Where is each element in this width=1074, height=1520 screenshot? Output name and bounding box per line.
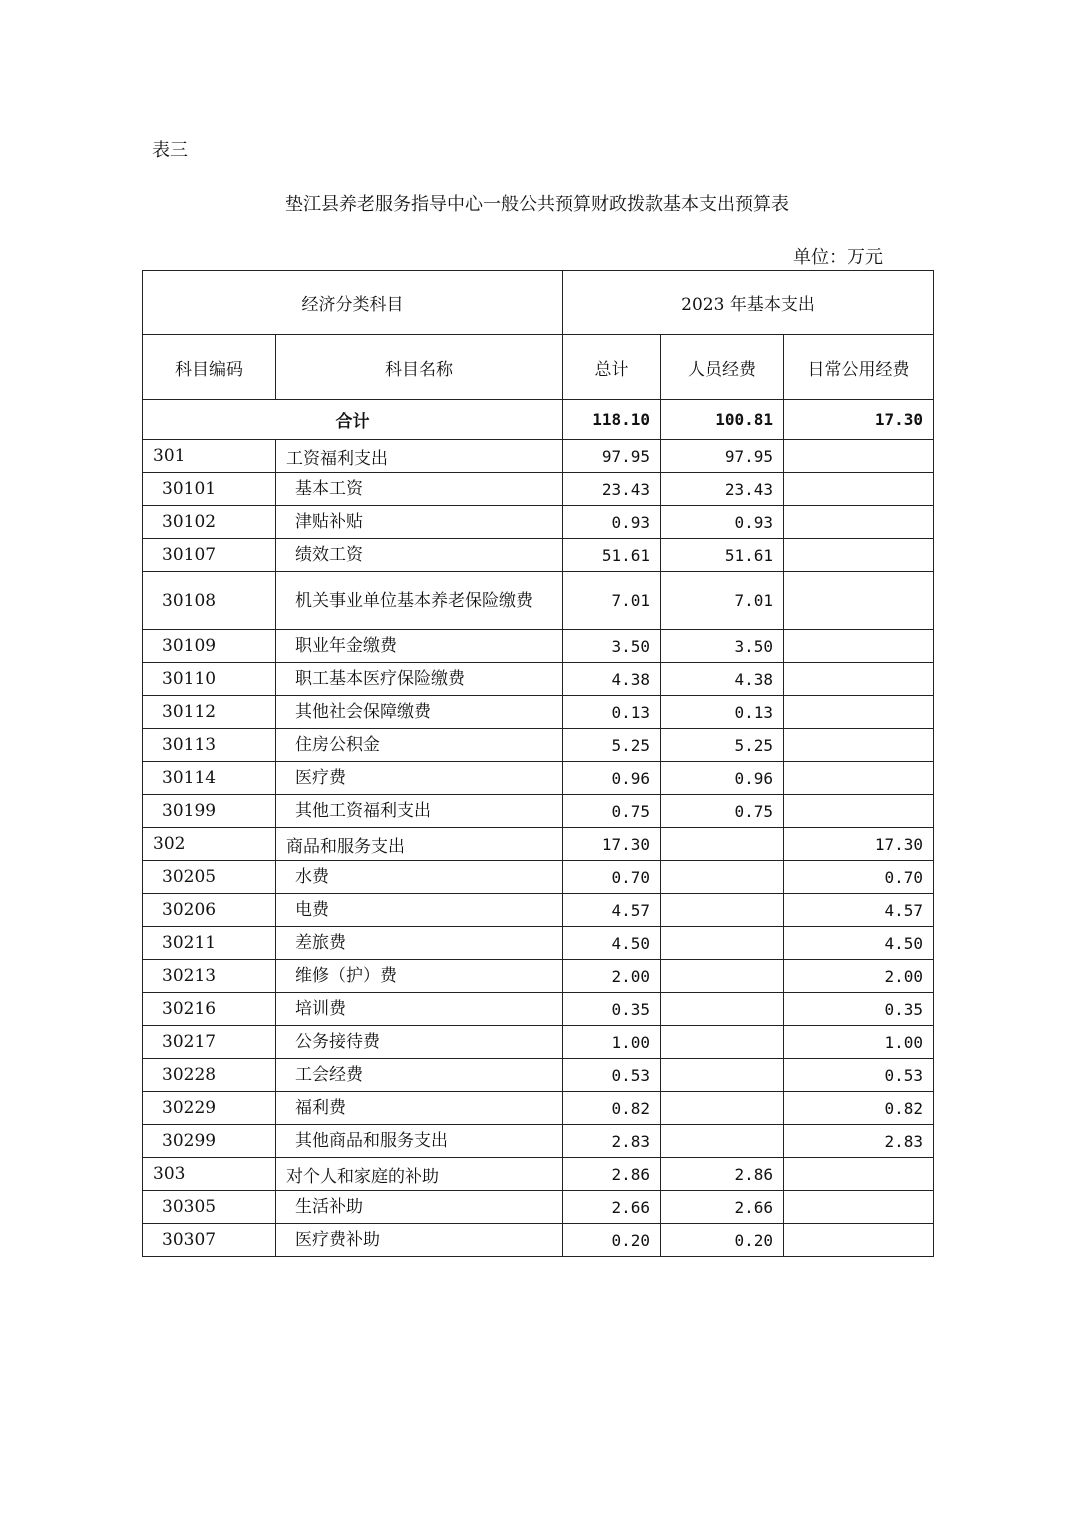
public-value: 0.53: [784, 1059, 934, 1092]
subject-code: 30307: [143, 1224, 276, 1257]
table-row: [143, 993, 934, 1026]
public-value: [784, 572, 934, 630]
public-value: 17.30: [784, 828, 934, 861]
subject-code: 30217: [143, 1026, 276, 1059]
subject-name: 职业年金缴费: [276, 630, 563, 663]
total-value: 2.86: [563, 1158, 661, 1191]
header-public-expense: 日常公用经费: [784, 335, 934, 400]
subject-name: 对个人和家庭的补助: [276, 1158, 563, 1191]
total-public: 17.30: [784, 400, 934, 440]
personnel-value: [661, 960, 784, 993]
subject-code: 301: [143, 440, 276, 473]
personnel-value: 2.86: [661, 1158, 784, 1191]
public-value: 4.50: [784, 927, 934, 960]
total-value: 1.00: [563, 1026, 661, 1059]
table-row: [143, 1158, 934, 1191]
subject-code: 30107: [143, 539, 276, 572]
subject-code: 30228: [143, 1059, 276, 1092]
public-value: [784, 1191, 934, 1224]
subject-code: 30229: [143, 1092, 276, 1125]
subject-code: 30102: [143, 506, 276, 539]
subject-name: 维修（护）费: [276, 960, 563, 993]
personnel-value: 51.61: [661, 539, 784, 572]
total-value: 17.30: [563, 828, 661, 861]
header-basic-expenditure-2023: 2023 年基本支出: [563, 271, 934, 335]
header-subject-name: 科目名称: [276, 335, 563, 400]
subject-name: 津贴补贴: [276, 506, 563, 539]
personnel-value: [661, 828, 784, 861]
total-value: 0.96: [563, 762, 661, 795]
table-row: [143, 473, 934, 506]
public-value: [784, 729, 934, 762]
subject-name: 住房公积金: [276, 729, 563, 762]
personnel-value: [661, 1092, 784, 1125]
table-row: [143, 828, 934, 861]
subject-code: 30305: [143, 1191, 276, 1224]
subject-code: 30211: [143, 927, 276, 960]
personnel-value: [661, 894, 784, 927]
public-value: [784, 630, 934, 663]
public-value: 0.35: [784, 993, 934, 1026]
header-total: 总计: [563, 335, 661, 400]
subject-name: 其他社会保障缴费: [276, 696, 563, 729]
table-row: [143, 729, 934, 762]
subject-code: 30112: [143, 696, 276, 729]
total-value: 0.93: [563, 506, 661, 539]
subject-code: 30216: [143, 993, 276, 1026]
page-title: 垫江县养老服务指导中心一般公共预算财政拨款基本支出预算表: [285, 194, 789, 215]
subject-code: 30205: [143, 861, 276, 894]
total-value: 4.50: [563, 927, 661, 960]
total-value: 0.75: [563, 795, 661, 828]
public-value: [784, 663, 934, 696]
table-row: [143, 663, 934, 696]
personnel-value: 97.95: [661, 440, 784, 473]
total-value: 5.25: [563, 729, 661, 762]
table-row: [143, 861, 934, 894]
table-row: [143, 539, 934, 572]
public-value: [784, 440, 934, 473]
personnel-value: 7.01: [661, 572, 784, 630]
personnel-value: 3.50: [661, 630, 784, 663]
table-row: [143, 960, 934, 993]
total-value: 97.95: [563, 440, 661, 473]
subject-code: 30101: [143, 473, 276, 506]
table-row: [143, 795, 934, 828]
subject-name: 职工基本医疗保险缴费: [276, 663, 563, 696]
subject-code: 30299: [143, 1125, 276, 1158]
table-row: [143, 1125, 934, 1158]
total-row: [143, 400, 934, 440]
subject-name: 工资福利支出: [276, 440, 563, 473]
subject-code: 30108: [143, 572, 276, 630]
personnel-value: [661, 1059, 784, 1092]
subject-name: 基本工资: [276, 473, 563, 506]
subject-code: 30199: [143, 795, 276, 828]
table-row: [143, 1026, 934, 1059]
total-value: 2.66: [563, 1191, 661, 1224]
subject-name: 培训费: [276, 993, 563, 1026]
table-row: [143, 440, 934, 473]
header-row-columns: [143, 335, 934, 400]
subject-name: 绩效工资: [276, 539, 563, 572]
public-value: 2.00: [784, 960, 934, 993]
public-value: 2.83: [784, 1125, 934, 1158]
public-value: [784, 1158, 934, 1191]
subject-code: 30114: [143, 762, 276, 795]
table-row: [143, 630, 934, 663]
total-personnel: 100.81: [661, 400, 784, 440]
total-value: 4.38: [563, 663, 661, 696]
subject-name: 工会经费: [276, 1059, 563, 1092]
public-value: [784, 762, 934, 795]
header-economic-classification: 经济分类科目: [143, 271, 563, 335]
personnel-value: [661, 993, 784, 1026]
public-value: [784, 506, 934, 539]
total-value: 7.01: [563, 572, 661, 630]
total-value: 2.00: [563, 960, 661, 993]
table-row: [143, 1092, 934, 1125]
personnel-value: 0.13: [661, 696, 784, 729]
personnel-value: 0.93: [661, 506, 784, 539]
subject-name: 商品和服务支出: [276, 828, 563, 861]
total-value: 0.20: [563, 1224, 661, 1257]
total-value: 4.57: [563, 894, 661, 927]
public-value: 0.82: [784, 1092, 934, 1125]
subject-name: 水费: [276, 861, 563, 894]
personnel-value: 0.96: [661, 762, 784, 795]
header-subject-code: 科目编码: [143, 335, 276, 400]
subject-name: 机关事业单位基本养老保险缴费: [276, 572, 563, 630]
subject-name: 其他工资福利支出: [276, 795, 563, 828]
subject-code: 30109: [143, 630, 276, 663]
total-value: 0.70: [563, 861, 661, 894]
table-row: [143, 1224, 934, 1257]
budget-table-body: [143, 271, 934, 1257]
subject-name: 电费: [276, 894, 563, 927]
personnel-value: [661, 927, 784, 960]
personnel-value: 4.38: [661, 663, 784, 696]
table-row: [143, 506, 934, 539]
subject-code: 302: [143, 828, 276, 861]
subject-code: 30206: [143, 894, 276, 927]
subject-code: 30110: [143, 663, 276, 696]
personnel-value: 5.25: [661, 729, 784, 762]
public-value: [784, 1224, 934, 1257]
total-value: 2.83: [563, 1125, 661, 1158]
personnel-value: [661, 1026, 784, 1059]
table-row: [143, 1191, 934, 1224]
table-row: [143, 572, 934, 630]
unit-label: 单位：万元: [793, 247, 883, 268]
subject-name: 公务接待费: [276, 1026, 563, 1059]
table-row: [143, 894, 934, 927]
total-sum: 118.10: [563, 400, 661, 440]
personnel-value: 2.66: [661, 1191, 784, 1224]
table-row: [143, 696, 934, 729]
total-label: 合计: [143, 400, 563, 440]
public-value: 0.70: [784, 861, 934, 894]
subject-name: 医疗费: [276, 762, 563, 795]
total-value: 0.53: [563, 1059, 661, 1092]
table-row: [143, 762, 934, 795]
subject-name: 差旅费: [276, 927, 563, 960]
subject-name: 医疗费补助: [276, 1224, 563, 1257]
public-value: [784, 696, 934, 729]
total-value: 51.61: [563, 539, 661, 572]
table-row: [143, 927, 934, 960]
personnel-value: 0.75: [661, 795, 784, 828]
public-value: [784, 539, 934, 572]
subject-code: 303: [143, 1158, 276, 1191]
subject-code: 30213: [143, 960, 276, 993]
table-row: [143, 1059, 934, 1092]
total-value: 0.13: [563, 696, 661, 729]
personnel-value: 0.20: [661, 1224, 784, 1257]
public-value: [784, 473, 934, 506]
personnel-value: 23.43: [661, 473, 784, 506]
public-value: 1.00: [784, 1026, 934, 1059]
total-value: 3.50: [563, 630, 661, 663]
total-value: 23.43: [563, 473, 661, 506]
public-value: [784, 795, 934, 828]
budget-table: [142, 270, 934, 1257]
subject-name: 生活补助: [276, 1191, 563, 1224]
personnel-value: [661, 1125, 784, 1158]
public-value: 4.57: [784, 894, 934, 927]
subject-name: 其他商品和服务支出: [276, 1125, 563, 1158]
header-personnel-expense: 人员经费: [661, 335, 784, 400]
subject-code: 30113: [143, 729, 276, 762]
total-value: 0.35: [563, 993, 661, 1026]
header-row-group: [143, 271, 934, 335]
personnel-value: [661, 861, 784, 894]
total-value: 0.82: [563, 1092, 661, 1125]
subject-name: 福利费: [276, 1092, 563, 1125]
table-label: 表三: [152, 140, 188, 161]
